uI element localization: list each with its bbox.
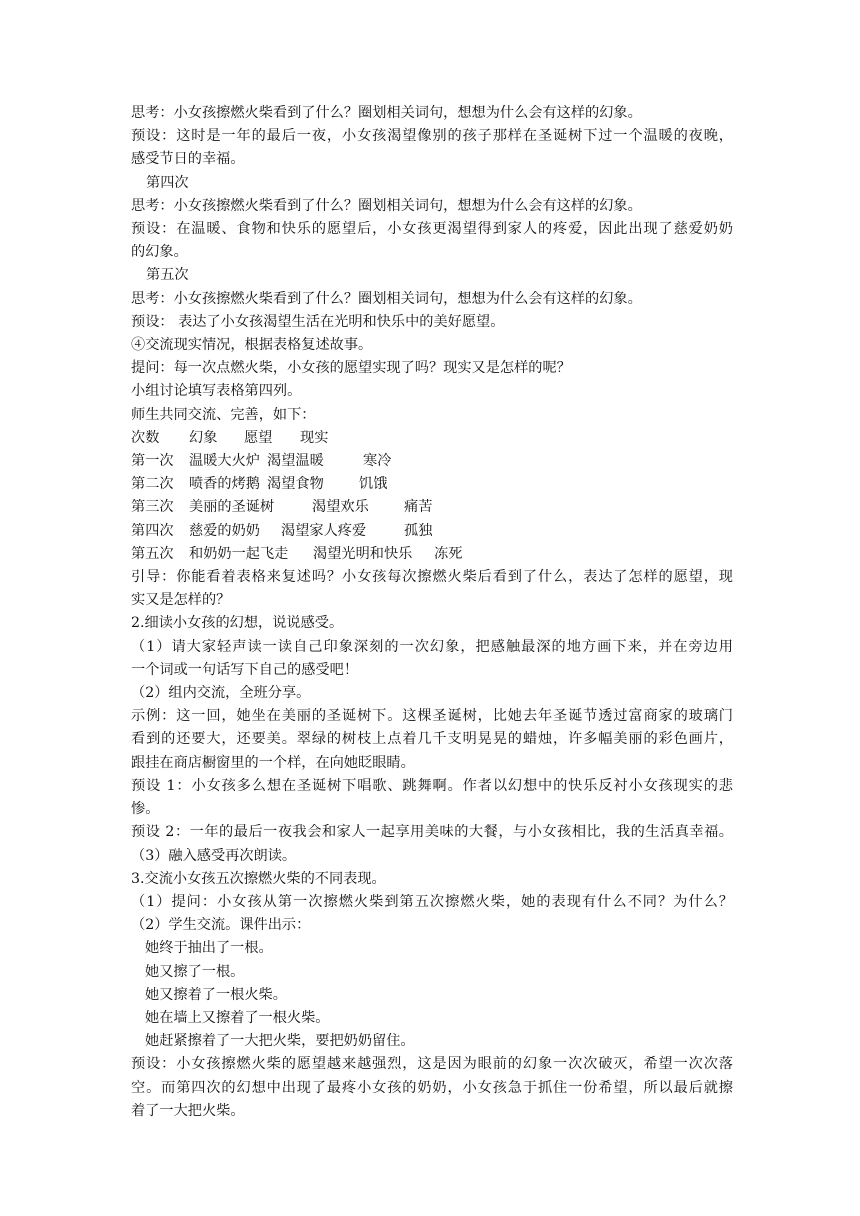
s2-item1-line1: （1）请大家轻声读一读自己印象深刻的一次幻象，把感触最深的地方画下来，并在旁边用 <box>131 638 733 655</box>
round4-heading: 第四次 <box>146 174 189 191</box>
table-row <box>131 496 733 519</box>
table-cell: 和奶奶一起飞走 <box>189 545 289 562</box>
s3-item1: （1）提问：小女孩从第一次擦燃火柴到第五次擦燃火柴，她的表现有什么不同？为什么？ <box>131 893 733 910</box>
document-body <box>131 102 733 1123</box>
s2-item2: （2）组内交流，全班分享。 <box>131 685 311 702</box>
table-cell: 渴望食物 <box>267 476 324 493</box>
table-cell: 渴望光明和快乐 <box>313 545 413 562</box>
table-header-cell: 愿望 <box>244 429 273 446</box>
quote-line: 她赶紧擦着了一大把火柴，要把奶奶留住。 <box>145 1033 415 1050</box>
round5-think: 思考：小女孩擦燃火柴看到了什么？圈划相关词句，想想为什么会有这样的幻象。 <box>131 290 642 307</box>
preset1-line2: 惨。 <box>131 801 160 818</box>
round3-preset-line2: 感受节日的幸福。 <box>131 151 245 168</box>
round4-preset-line1: 预设：在温暖、食物和快乐的愿望后，小女孩更渴望得到家人的疼爱，因此出现了慈爱奶奶 <box>131 221 733 238</box>
quote-line: 她终于抽出了一根。 <box>145 940 273 957</box>
table-cell: 冻死 <box>434 545 463 562</box>
s2-item1-line2: 一个词或一句话写下自己的感受吧！ <box>131 661 359 678</box>
step4-text: ④交流现实情况，根据表格复述故事。 <box>131 337 373 354</box>
final-line1: 预设：小女孩擦燃火柴的愿望越来越强烈，这是因为眼前的幻象一次次破灭，希望一次次落 <box>131 1056 733 1073</box>
question-text: 提问：每一次点燃火柴，小女孩的愿望实现了吗？现实又是怎样的呢？ <box>131 360 571 377</box>
guide-line1: 引导：你能看着表格来复述吗？小女孩每次擦燃火柴后看到了什么，表达了怎样的愿望，现 <box>131 569 733 586</box>
s3-item2: （2）学生交流。课件出示： <box>131 917 311 934</box>
table-cell: 寒冷 <box>363 453 392 470</box>
table-header-cell: 次数 <box>131 429 160 446</box>
quote-line: 她在墙上又擦着了一根火柴。 <box>145 1009 330 1026</box>
section3-title: 3.交流小女孩五次擦燃火柴的不同表现。 <box>131 870 386 887</box>
table-cell: 喷香的烤鹅 <box>189 476 260 493</box>
table-cell: 饥饿 <box>359 476 388 493</box>
table-cell: 慈爱的奶奶 <box>189 522 260 539</box>
quote-line: 她又擦着了一根火柴。 <box>145 986 287 1003</box>
example-line2: 看到的还要大，还要美。翠绿的树枝上点着几千支明晃晃的蜡烛，许多幅美丽的彩色画片， <box>131 731 733 748</box>
round3-preset-line1: 预设：这时是一年的最后一夜，小女孩渴望像别的孩子那样在圣诞树下过一个温暖的夜晚， <box>131 128 733 145</box>
table-header-cell: 现实 <box>300 429 329 446</box>
guide-line2: 实又是怎样的？ <box>131 592 231 609</box>
table-cell: 第三次 <box>131 499 174 516</box>
round4-preset-line2: 的幻象。 <box>131 244 188 261</box>
table-cell: 温暖大火炉 <box>189 453 260 470</box>
table-cell: 渴望家人疼爱 <box>281 522 367 539</box>
table-cell: 渴望温暖 <box>267 453 324 470</box>
example-line1: 示例：这一回，她坐在美丽的圣诞树下。这棵圣诞树，比她去年圣诞节透过富商家的玻璃门 <box>131 708 733 725</box>
table-cell: 第一次 <box>131 453 174 470</box>
table-row <box>131 520 733 543</box>
table-row <box>131 473 733 496</box>
round4-think: 思考：小女孩擦燃火柴看到了什么？圈划相关词句，想想为什么会有这样的幻象。 <box>131 197 642 214</box>
s2-item3: （3）融入感受再次朗读。 <box>131 847 297 864</box>
preset1-line1: 预设 1：小女孩多么想在圣诞树下唱歌、跳舞啊。作者以幻想中的快乐反衬小女孩现实的悲 <box>131 777 733 794</box>
table-cell: 第五次 <box>131 545 174 562</box>
section2-title: 2.细读小女孩的幻想，说说感受。 <box>131 615 344 632</box>
table-cell: 第四次 <box>131 522 174 539</box>
round5-preset: 预设： 表达了小女孩渴望生活在光明和快乐中的美好愿望。 <box>131 313 505 330</box>
table-cell: 美丽的圣诞树 <box>189 499 275 516</box>
quote-line: 她又擦了一根。 <box>145 963 245 980</box>
final-line3: 着了一大把火柴。 <box>131 1102 245 1119</box>
table-cell: 孤独 <box>404 522 433 539</box>
preset2: 预设 2：一年的最后一夜我会和家人一起享用美味的大餐，与小女孩相比，我的生活真幸福。 <box>131 824 733 841</box>
table-cell: 渴望欢乐 <box>312 499 369 516</box>
table-cell: 第二次 <box>131 476 174 493</box>
table-header-row <box>131 427 733 450</box>
round5-heading: 第五次 <box>146 267 189 284</box>
table-header-cell: 幻象 <box>189 429 218 446</box>
table-row <box>131 450 733 473</box>
together-text: 师生共同交流、完善，如下： <box>131 406 316 423</box>
final-line2: 空。而第四次的幻想中出现了最疼小女孩的奶奶，小女孩急于抓住一份希望，所以最后就擦 <box>131 1079 733 1096</box>
round3-think: 思考：小女孩擦燃火柴看到了什么？圈划相关词句，想想为什么会有这样的幻象。 <box>131 105 642 121</box>
table-row <box>131 543 733 566</box>
example-line3: 跟挂在商店橱窗里的一个样，在向她眨眼睛。 <box>131 754 415 771</box>
group-discuss-text: 小组讨论填写表格第四列。 <box>131 383 302 400</box>
table-cell: 痛苦 <box>404 499 433 516</box>
